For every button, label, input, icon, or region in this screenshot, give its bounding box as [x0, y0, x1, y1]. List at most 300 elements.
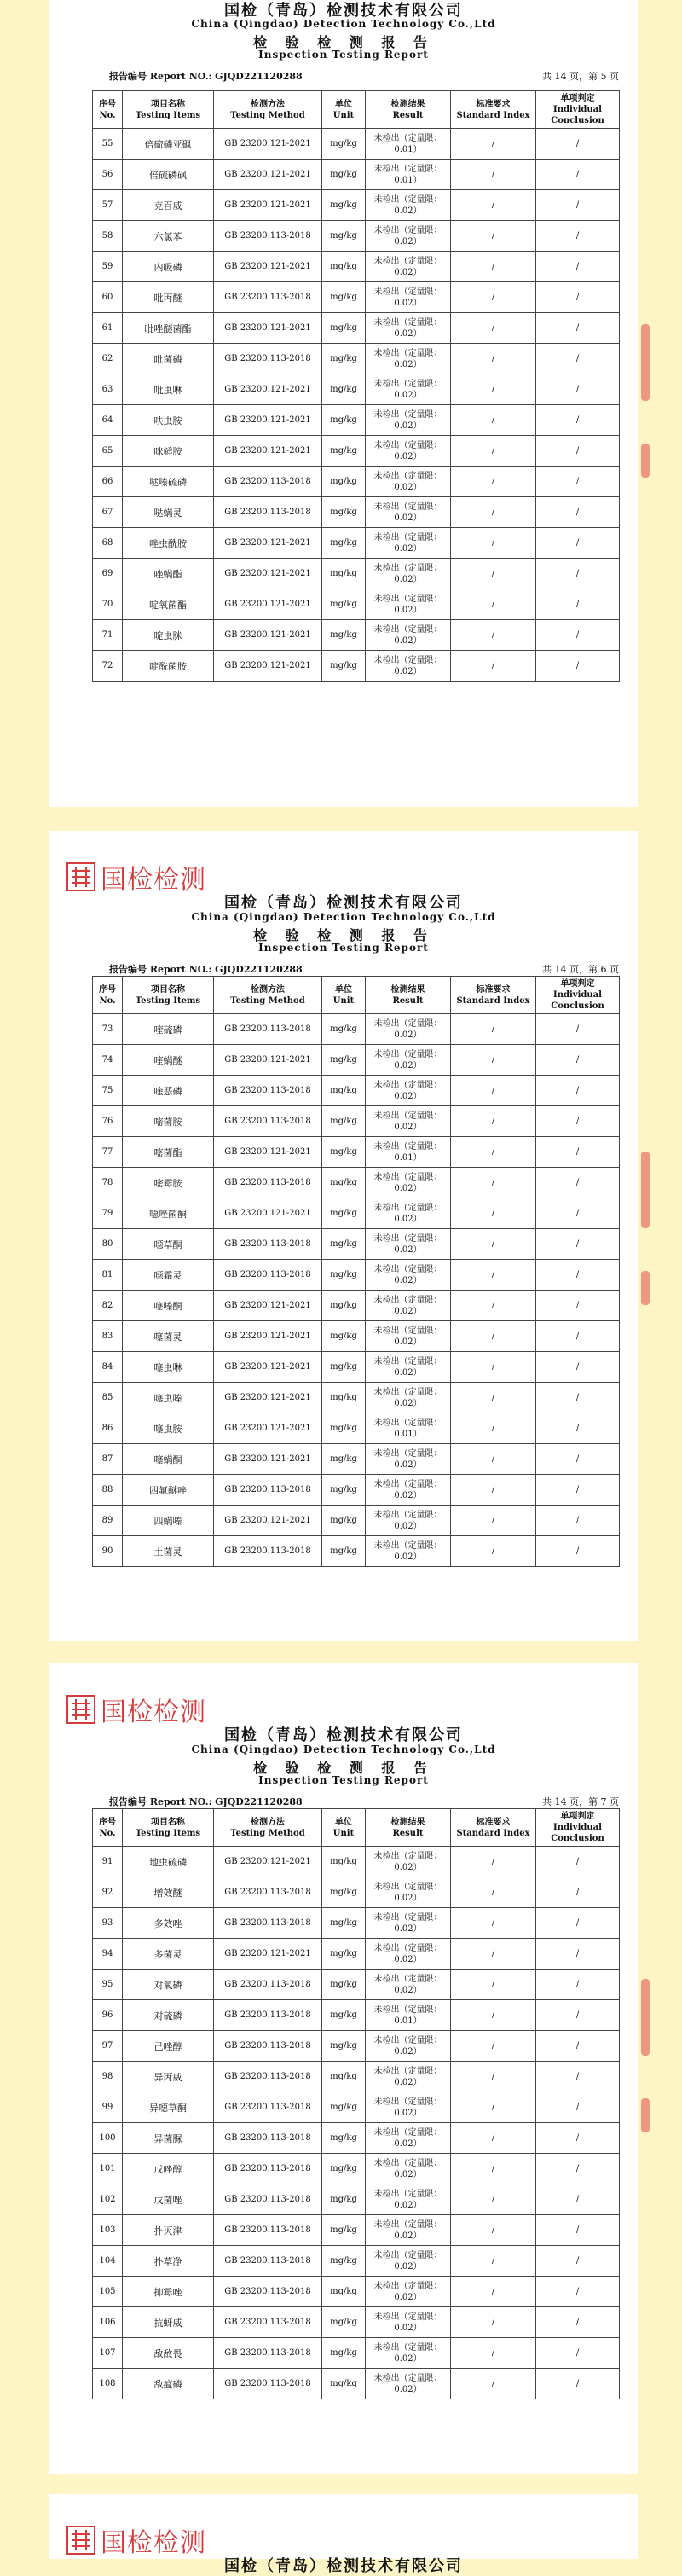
- cell-item: 噻螨酮: [123, 1444, 214, 1475]
- cell-conclusion: /: [536, 2123, 620, 2154]
- cell-result: 未检出（定量限： 0.02）: [366, 2215, 451, 2246]
- cell-standard: /: [451, 1076, 536, 1106]
- cell-method: GB 23200.113-2018: [214, 1076, 322, 1106]
- cell-unit: mg/kg: [322, 344, 366, 374]
- cell-standard: /: [451, 1137, 536, 1168]
- company-name-en: China (Qingdao) Detection Technology Co.,Ltd: [191, 911, 496, 923]
- cell-method: GB 23200.113-2018: [214, 1229, 322, 1260]
- cell-result: 未检出（定量限： 0.02）: [366, 2154, 451, 2184]
- company-name-cn: 国检（青岛）检测技术有限公司: [224, 1726, 463, 1744]
- cell-item: 对硫磷: [123, 2000, 214, 2031]
- cell-no: 107: [93, 2338, 123, 2369]
- cell-no: 100: [93, 2123, 123, 2154]
- cell-item: 己唑醇: [123, 2031, 214, 2062]
- company-name-cn: 国检（青岛）检测技术有限公司: [224, 2557, 463, 2575]
- cell-item: 内吸磷: [123, 252, 214, 282]
- cell-no: 69: [93, 559, 123, 589]
- results-table: [92, 976, 620, 1567]
- cell-item: 戊唑醇: [123, 2154, 214, 2184]
- table-row: [93, 2154, 620, 2184]
- cell-conclusion: /: [536, 2184, 620, 2215]
- seal-logo-icon: [66, 2526, 95, 2555]
- table-row: [93, 405, 620, 436]
- cell-result: 未检出（定量限： 0.02）: [366, 1383, 451, 1413]
- cell-standard: /: [451, 1413, 536, 1444]
- table-header-row: [93, 91, 620, 129]
- cell-conclusion: /: [536, 344, 620, 374]
- cell-standard: /: [451, 528, 536, 559]
- cell-unit: mg/kg: [322, 1536, 366, 1567]
- cell-standard: /: [451, 1506, 536, 1536]
- cell-result: 未检出（定量限： 0.02）: [366, 436, 451, 467]
- col-result: 检测结果 Result: [366, 977, 451, 1014]
- cell-method: GB 23200.113-2018: [214, 2246, 322, 2277]
- col-unit: 单位 Unit: [322, 1809, 366, 1847]
- cell-standard: /: [451, 1383, 536, 1413]
- cell-item: 噻虫胺: [123, 1413, 214, 1444]
- cell-standard: /: [451, 2062, 536, 2092]
- cell-unit: mg/kg: [322, 282, 366, 313]
- cell-item: 抗蚜威: [123, 2307, 214, 2338]
- table-header-row: [93, 1809, 620, 1847]
- cell-conclusion: /: [536, 620, 620, 651]
- table-row: [93, 1506, 620, 1536]
- cell-conclusion: /: [536, 1229, 620, 1260]
- seal-stamp-edge: [641, 1271, 650, 1305]
- logo-text: 国检检测: [101, 865, 206, 895]
- cell-method: GB 23200.113-2018: [214, 2062, 322, 2092]
- cell-method: GB 23200.121-2021: [214, 1939, 322, 1970]
- cell-standard: /: [451, 2338, 536, 2369]
- table-row: [93, 1260, 620, 1291]
- seal-stamp-edge: [641, 1152, 650, 1228]
- cell-unit: mg/kg: [322, 2031, 366, 2062]
- report-title-cn: 检 验 检 测 报 告: [253, 1760, 434, 1776]
- cell-no: 89: [93, 1506, 123, 1536]
- table-row: [93, 2062, 620, 2092]
- table-row: [93, 1383, 620, 1413]
- cell-no: 94: [93, 1939, 123, 1970]
- cell-conclusion: /: [536, 589, 620, 620]
- table-row: [93, 559, 620, 589]
- cell-result: 未检出（定量限： 0.02）: [366, 1506, 451, 1536]
- cell-result: 未检出（定量限： 0.02）: [366, 1291, 451, 1321]
- cell-result: 未检出（定量限： 0.02）: [366, 1939, 451, 1970]
- table-row: [93, 1939, 620, 1970]
- cell-no: 68: [93, 528, 123, 559]
- table-row: [93, 1536, 620, 1567]
- cell-result: 未检出（定量限： 0.02）: [366, 1260, 451, 1291]
- company-name-en: China (Qingdao) Detection Technology Co.,Ltd: [191, 1743, 496, 1755]
- cell-result: 未检出（定量限： 0.02）: [366, 221, 451, 252]
- cell-no: 82: [93, 1291, 123, 1321]
- cell-result: 未检出（定量限： 0.02）: [366, 1847, 451, 1877]
- cell-standard: /: [451, 436, 536, 467]
- cell-method: GB 23200.121-2021: [214, 1137, 322, 1168]
- cell-standard: /: [451, 1444, 536, 1475]
- cell-method: GB 23200.113-2018: [214, 2277, 322, 2307]
- cell-no: 62: [93, 344, 123, 374]
- table-row: [93, 2092, 620, 2123]
- cell-unit: mg/kg: [322, 2123, 366, 2154]
- cell-item: 六氯苯: [123, 221, 214, 252]
- cell-no: 105: [93, 2277, 123, 2307]
- table-row: [93, 313, 620, 344]
- cell-method: GB 23200.113-2018: [214, 497, 322, 528]
- cell-standard: /: [451, 1045, 536, 1076]
- cell-no: 85: [93, 1383, 123, 1413]
- cell-conclusion: /: [536, 651, 620, 682]
- cell-no: 104: [93, 2246, 123, 2277]
- cell-result: 未检出（定量限： 0.02）: [366, 2307, 451, 2338]
- cell-method: GB 23200.121-2021: [214, 651, 322, 682]
- cell-no: 84: [93, 1352, 123, 1383]
- cell-item: 噻菌灵: [123, 1321, 214, 1352]
- cell-unit: mg/kg: [322, 1877, 366, 1908]
- cell-standard: /: [451, 313, 536, 344]
- table-row: [93, 1352, 620, 1383]
- cell-method: GB 23200.113-2018: [214, 2123, 322, 2154]
- cell-item: 唑虫酰胺: [123, 528, 214, 559]
- cell-conclusion: /: [536, 313, 620, 344]
- cell-unit: mg/kg: [322, 467, 366, 497]
- cell-conclusion: /: [536, 2369, 620, 2399]
- cell-item: 呋虫胺: [123, 405, 214, 436]
- cell-conclusion: /: [536, 497, 620, 528]
- table-row: [93, 282, 620, 313]
- cell-unit: mg/kg: [322, 2154, 366, 2184]
- cell-unit: mg/kg: [322, 313, 366, 344]
- cell-item: 嘧菌酯: [123, 1137, 214, 1168]
- cell-no: 81: [93, 1260, 123, 1291]
- cell-item: 对氧磷: [123, 1970, 214, 2000]
- cell-no: 64: [93, 405, 123, 436]
- cell-standard: /: [451, 252, 536, 282]
- cell-unit: mg/kg: [322, 1045, 366, 1076]
- cell-conclusion: /: [536, 528, 620, 559]
- report-number: 报告编号 Report NO.: GJQD221120288: [109, 71, 303, 82]
- cell-result: 未检出（定量限： 0.02）: [366, 2277, 451, 2307]
- cell-unit: mg/kg: [322, 2062, 366, 2092]
- cell-conclusion: /: [536, 1877, 620, 1908]
- cell-method: GB 23200.113-2018: [214, 2184, 322, 2215]
- page-info: 共 14 页，第 6 页: [542, 964, 619, 975]
- cell-no: 63: [93, 374, 123, 405]
- table-row: [93, 252, 620, 282]
- col-unit: 单位 Unit: [322, 91, 366, 129]
- cell-method: GB 23200.121-2021: [214, 374, 322, 405]
- cell-method: GB 23200.113-2018: [214, 221, 322, 252]
- cell-conclusion: /: [536, 2246, 620, 2277]
- cell-method: GB 23200.121-2021: [214, 405, 322, 436]
- cell-result: 未检出（定量限： 0.02）: [366, 2062, 451, 2092]
- cell-result: 未检出（定量限： 0.02）: [366, 1908, 451, 1939]
- cell-standard: /: [451, 1229, 536, 1260]
- cell-conclusion: /: [536, 559, 620, 589]
- seal-stamp-edge: [641, 1979, 650, 2056]
- table-row: [93, 221, 620, 252]
- cell-method: GB 23200.121-2021: [214, 1444, 322, 1475]
- cell-no: 93: [93, 1908, 123, 1939]
- cell-method: GB 23200.113-2018: [214, 1970, 322, 2000]
- cell-item: 喹硫磷: [123, 1014, 214, 1045]
- table-row: [93, 1168, 620, 1198]
- table-row: [93, 1475, 620, 1506]
- cell-no: 101: [93, 2154, 123, 2184]
- cell-conclusion: /: [536, 2092, 620, 2123]
- cell-conclusion: /: [536, 1506, 620, 1536]
- cell-unit: mg/kg: [322, 497, 366, 528]
- cell-item: 吡虫啉: [123, 374, 214, 405]
- cell-unit: mg/kg: [322, 2277, 366, 2307]
- cell-standard: /: [451, 190, 536, 221]
- cell-result: 未检出（定量限： 0.01）: [366, 129, 451, 160]
- cell-unit: mg/kg: [322, 1352, 366, 1383]
- cell-method: GB 23200.121-2021: [214, 1847, 322, 1877]
- cell-result: 未检出（定量限： 0.01）: [366, 1137, 451, 1168]
- cell-result: 未检出（定量限： 0.02）: [366, 190, 451, 221]
- table-row: [93, 620, 620, 651]
- cell-no: 98: [93, 2062, 123, 2092]
- cell-conclusion: /: [536, 2307, 620, 2338]
- cell-conclusion: /: [536, 1475, 620, 1506]
- cell-no: 108: [93, 2369, 123, 2399]
- cell-conclusion: /: [536, 129, 620, 160]
- cell-unit: mg/kg: [322, 1198, 366, 1229]
- cell-method: GB 23200.113-2018: [214, 2154, 322, 2184]
- cell-unit: mg/kg: [322, 221, 366, 252]
- table-row: [93, 1014, 620, 1045]
- cell-item: 抑霉唑: [123, 2277, 214, 2307]
- table-row: [93, 1076, 620, 1106]
- cell-conclusion: /: [536, 1076, 620, 1106]
- table-row: [93, 374, 620, 405]
- col-no: 序号 No.: [93, 977, 123, 1014]
- cell-no: 58: [93, 221, 123, 252]
- cell-no: 59: [93, 252, 123, 282]
- cell-result: 未检出（定量限： 0.02）: [366, 1076, 451, 1106]
- cell-standard: /: [451, 1260, 536, 1291]
- cell-standard: /: [451, 2246, 536, 2277]
- cell-conclusion: /: [536, 1137, 620, 1168]
- cell-conclusion: /: [536, 1106, 620, 1137]
- seal-stamp-edge: [641, 324, 650, 401]
- cell-result: 未检出（定量限： 0.02）: [366, 651, 451, 682]
- cell-method: GB 23200.113-2018: [214, 2215, 322, 2246]
- cell-result: 未检出（定量限： 0.02）: [366, 2031, 451, 2062]
- seal-logo-icon: [66, 862, 95, 891]
- logo-text: 国检检测: [101, 2528, 206, 2558]
- table-row: [93, 1198, 620, 1229]
- cell-no: 71: [93, 620, 123, 651]
- cell-no: 55: [93, 129, 123, 160]
- cell-unit: mg/kg: [322, 1413, 366, 1444]
- cell-unit: mg/kg: [322, 528, 366, 559]
- cell-item: 噻嗪酮: [123, 1291, 214, 1321]
- page-info: 共 14 页，第 7 页: [542, 1796, 619, 1807]
- cell-item: 多菌灵: [123, 1939, 214, 1970]
- cell-standard: /: [451, 1877, 536, 1908]
- cell-method: GB 23200.113-2018: [214, 2307, 322, 2338]
- cell-unit: mg/kg: [322, 190, 366, 221]
- report-number: 报告编号 Report NO.: GJQD221120288: [109, 964, 303, 975]
- table-row: [93, 1137, 620, 1168]
- col-item: 项目名称 Testing Items: [123, 977, 214, 1014]
- cell-standard: /: [451, 620, 536, 651]
- cell-item: 多效唑: [123, 1908, 214, 1939]
- cell-method: GB 23200.113-2018: [214, 1475, 322, 1506]
- report-title-en: Inspection Testing Report: [258, 49, 429, 61]
- cell-standard: /: [451, 2369, 536, 2399]
- col-no: 序号 No.: [93, 1809, 123, 1847]
- cell-item: 噁唑菌酮: [123, 1198, 214, 1229]
- cell-result: 未检出（定量限： 0.01）: [366, 2000, 451, 2031]
- cell-no: 61: [93, 313, 123, 344]
- cell-result: 未检出（定量限： 0.02）: [366, 2369, 451, 2399]
- seal-stamp-edge: [641, 444, 650, 478]
- cell-conclusion: /: [536, 1970, 620, 2000]
- cell-standard: /: [451, 1939, 536, 1970]
- table-row: [93, 1413, 620, 1444]
- cell-item: 啶酰菌胺: [123, 651, 214, 682]
- cell-conclusion: /: [536, 1014, 620, 1045]
- table-row: [93, 497, 620, 528]
- cell-item: 嘧菌胺: [123, 1106, 214, 1137]
- cell-conclusion: /: [536, 2277, 620, 2307]
- cell-conclusion: /: [536, 252, 620, 282]
- cell-unit: mg/kg: [322, 1506, 366, 1536]
- col-standard: 标准要求 Standard Index: [451, 91, 536, 129]
- cell-result: 未检出（定量限： 0.02）: [366, 1229, 451, 1260]
- cell-item: 哒螨灵: [123, 497, 214, 528]
- table-row: [93, 528, 620, 559]
- cell-method: GB 23200.121-2021: [214, 1506, 322, 1536]
- cell-item: 异丙威: [123, 2062, 214, 2092]
- cell-no: 70: [93, 589, 123, 620]
- cell-standard: /: [451, 1475, 536, 1506]
- cell-no: 86: [93, 1413, 123, 1444]
- table-row: [93, 2246, 620, 2277]
- cell-item: 噁霜灵: [123, 1260, 214, 1291]
- cell-item: 克百威: [123, 190, 214, 221]
- cell-standard: /: [451, 1970, 536, 2000]
- cell-conclusion: /: [536, 190, 620, 221]
- cell-result: 未检出（定量限： 0.02）: [366, 620, 451, 651]
- col-item: 项目名称 Testing Items: [123, 91, 214, 129]
- cell-conclusion: /: [536, 1291, 620, 1321]
- seal-logo-icon: [66, 1695, 95, 1724]
- cell-no: 57: [93, 190, 123, 221]
- cell-standard: /: [451, 2215, 536, 2246]
- cell-result: 未检出（定量限： 0.01）: [366, 160, 451, 190]
- cell-item: 倍硫磷亚砜: [123, 129, 214, 160]
- cell-method: GB 23200.113-2018: [214, 282, 322, 313]
- cell-method: GB 23200.113-2018: [214, 1877, 322, 1908]
- report-number-line: [109, 1795, 619, 1808]
- table-row: [93, 1970, 620, 2000]
- cell-conclusion: /: [536, 2215, 620, 2246]
- table-header-row: [93, 977, 620, 1014]
- cell-standard: /: [451, 221, 536, 252]
- cell-method: GB 23200.121-2021: [214, 313, 322, 344]
- cell-item: 土菌灵: [123, 1536, 214, 1567]
- cell-standard: /: [451, 2000, 536, 2031]
- report-title-cn: 检 验 检 测 报 告: [253, 34, 434, 50]
- cell-unit: mg/kg: [322, 1475, 366, 1506]
- cell-unit: mg/kg: [322, 1321, 366, 1352]
- col-conclusion: 单项判定 Individual Conclusion: [536, 977, 620, 1014]
- cell-unit: mg/kg: [322, 1939, 366, 1970]
- table-row: [93, 1444, 620, 1475]
- cell-result: 未检出（定量限： 0.02）: [366, 2184, 451, 2215]
- cell-standard: /: [451, 129, 536, 160]
- cell-method: GB 23200.121-2021: [214, 1198, 322, 1229]
- cell-standard: /: [451, 497, 536, 528]
- cell-conclusion: /: [536, 436, 620, 467]
- cell-standard: /: [451, 282, 536, 313]
- table-row: [93, 2031, 620, 2062]
- cell-standard: /: [451, 1352, 536, 1383]
- table-row: [93, 1229, 620, 1260]
- cell-no: 60: [93, 282, 123, 313]
- cell-conclusion: /: [536, 1198, 620, 1229]
- cell-no: 103: [93, 2215, 123, 2246]
- cell-standard: /: [451, 1536, 536, 1567]
- cell-no: 91: [93, 1847, 123, 1877]
- cell-conclusion: /: [536, 282, 620, 313]
- cell-conclusion: /: [536, 1045, 620, 1076]
- cell-item: 吡菌磷: [123, 344, 214, 374]
- cell-unit: mg/kg: [322, 2000, 366, 2031]
- cell-item: 唑螨酯: [123, 559, 214, 589]
- cell-result: 未检出（定量限： 0.02）: [366, 374, 451, 405]
- cell-standard: /: [451, 1321, 536, 1352]
- report-number: 报告编号 Report NO.: GJQD221120288: [109, 1796, 303, 1807]
- cell-unit: mg/kg: [322, 620, 366, 651]
- table-row: [93, 1847, 620, 1877]
- cell-result: 未检出（定量限： 0.02）: [366, 2092, 451, 2123]
- cell-item: 咪鲜胺: [123, 436, 214, 467]
- cell-method: GB 23200.113-2018: [214, 344, 322, 374]
- cell-standard: /: [451, 374, 536, 405]
- table-row: [93, 1877, 620, 1908]
- report-title-en: Inspection Testing Report: [258, 942, 429, 954]
- cell-unit: mg/kg: [322, 374, 366, 405]
- cell-item: 扑草净: [123, 2246, 214, 2277]
- col-item: 项目名称 Testing Items: [123, 1809, 214, 1847]
- company-name-cn: 国检（青岛）检测技术有限公司: [224, 894, 463, 912]
- cell-unit: mg/kg: [322, 2215, 366, 2246]
- cell-no: 95: [93, 1970, 123, 2000]
- cell-result: 未检出（定量限： 0.02）: [366, 497, 451, 528]
- cell-result: 未检出（定量限： 0.02）: [366, 252, 451, 282]
- cell-standard: /: [451, 1106, 536, 1137]
- cell-standard: /: [451, 1014, 536, 1045]
- cell-unit: mg/kg: [322, 1260, 366, 1291]
- results-table: [92, 1808, 620, 2399]
- cell-unit: mg/kg: [322, 1291, 366, 1321]
- cell-item: 扑灭津: [123, 2215, 214, 2246]
- col-method: 检测方法 Testing Method: [214, 1809, 322, 1847]
- cell-no: 97: [93, 2031, 123, 2062]
- cell-unit: mg/kg: [322, 1229, 366, 1260]
- cell-unit: mg/kg: [322, 1444, 366, 1475]
- cell-no: 78: [93, 1168, 123, 1198]
- cell-standard: /: [451, 2277, 536, 2307]
- cell-conclusion: /: [536, 2062, 620, 2092]
- logo-text: 国检检测: [101, 1697, 206, 1727]
- cell-item: 敌瘟磷: [123, 2369, 214, 2399]
